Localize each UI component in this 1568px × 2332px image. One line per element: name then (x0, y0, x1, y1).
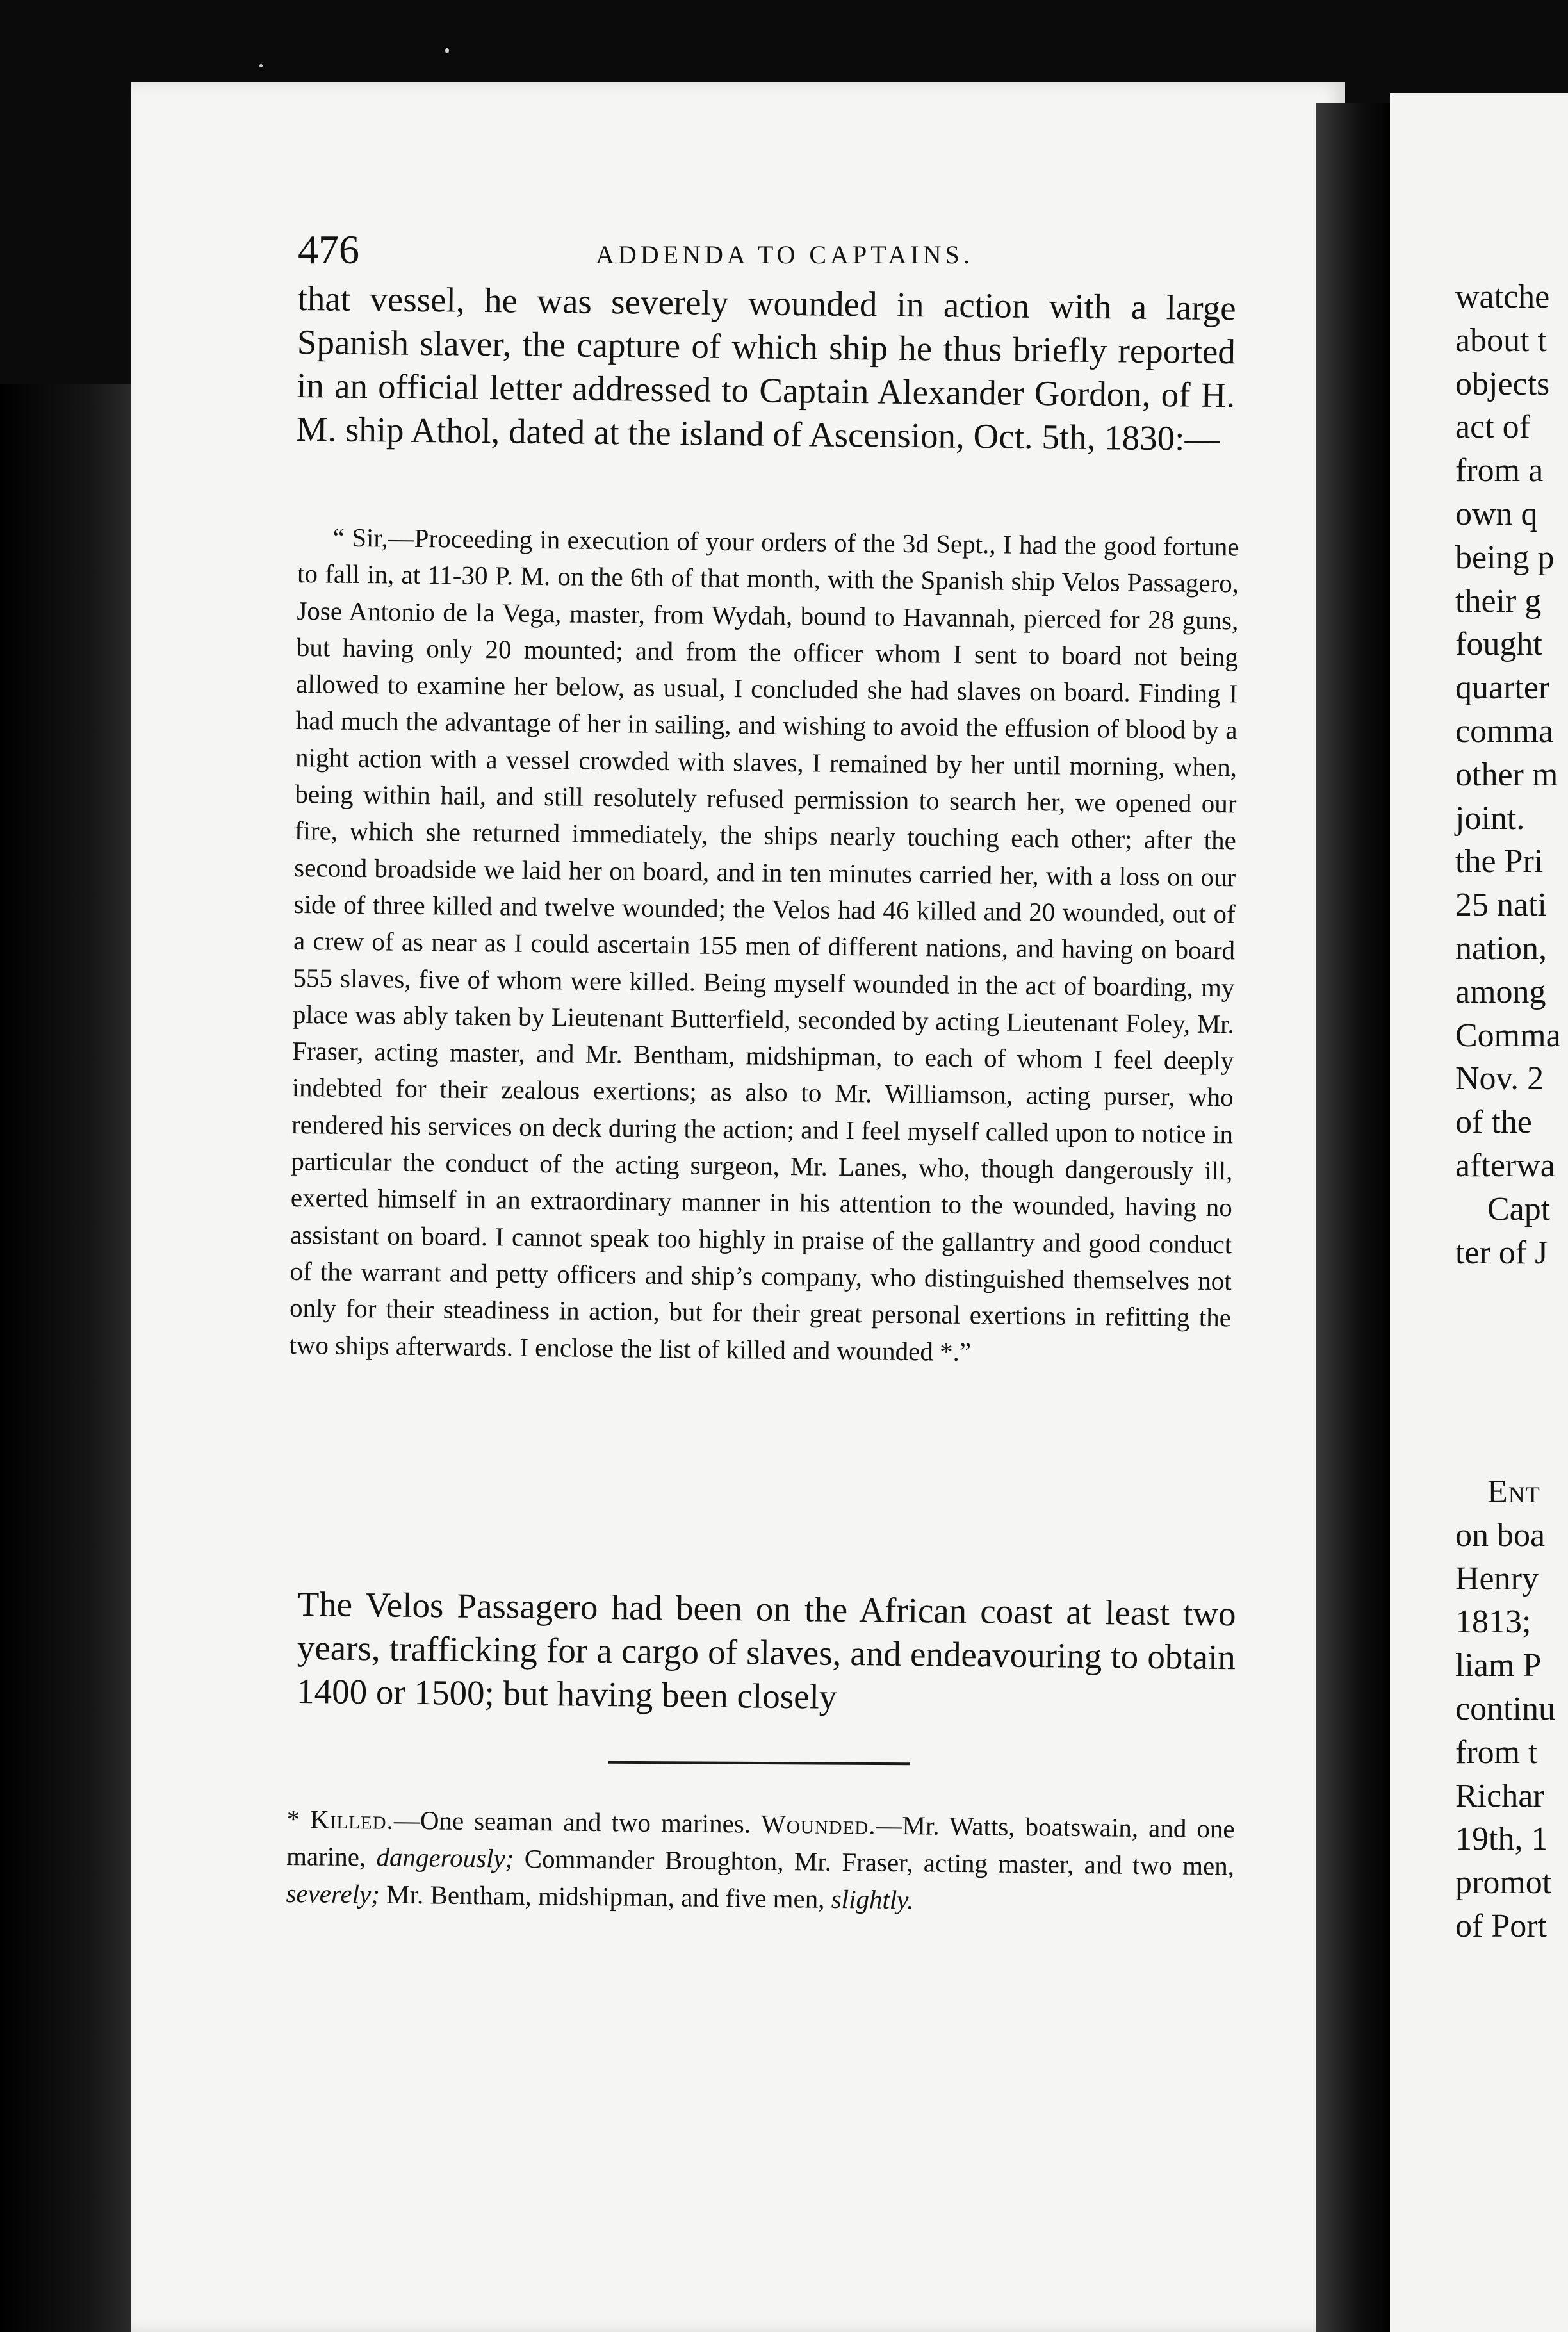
page-header (298, 221, 1246, 279)
footnote-wounded-label: Wounded. (760, 1809, 876, 1840)
right-fragment: ter of J (1455, 1234, 1548, 1271)
right-fragment: among (1455, 973, 1546, 1010)
right-fragment: quarter (1455, 669, 1550, 707)
footnote-severely: severely; (286, 1878, 380, 1909)
right-fragment: fought (1455, 626, 1542, 663)
opening-paragraph: that vessel, he was severely wounded in action with a large Spanish slaver, the capture of which ship he thus briefly reported in an official letter addressed to Captain Alexander Gordon, of H. M. ship Athol, dated at the island of Ascension, Oct. 5th, 1830:— (296, 278, 1236, 459)
right-fragment: Richar (1455, 1777, 1544, 1814)
scan-dark-edge (0, 384, 131, 2332)
right-fragment: 1813; (1455, 1604, 1531, 1641)
footnote-dangerously: dangerously; (376, 1842, 514, 1873)
right-fragment: afterwa (1455, 1147, 1555, 1184)
right-fragment: Comma (1455, 1017, 1561, 1054)
footnote-slightly: slightly. (831, 1884, 914, 1915)
right-page-text-fragments-lower (1455, 1470, 1568, 1948)
right-fragment: own q (1455, 495, 1538, 532)
right-fragment: comma (1455, 712, 1554, 750)
footnote-wounded-text-3: Mr. Bentham, midshipman, and five men, (379, 1879, 831, 1914)
right-fragment: 25 nati (1455, 887, 1547, 924)
footnote-wounded-text-2: Commander Broughton, Mr. Fraser, acting master, and two men, (514, 1843, 1235, 1881)
right-fragment: continu (1455, 1690, 1555, 1727)
scan-speck (259, 64, 263, 67)
right-fragment: objects (1455, 365, 1550, 402)
running-head: ADDENDA TO CAPTAINS. (596, 240, 974, 269)
right-fragment: the Pri (1455, 843, 1544, 880)
right-fragment: of the (1455, 1104, 1532, 1141)
right-fragment: Capt (1487, 1190, 1551, 1228)
page-number: 476 (298, 227, 359, 272)
right-fragment: Nov. 2 (1455, 1060, 1544, 1097)
footnote-wounded-text-1: —Mr. Watts, boatswain, and one marine, (286, 1810, 1235, 1872)
right-fragment: about t (1455, 322, 1547, 359)
right-fragment: nation, (1455, 930, 1547, 967)
footnote-killed-text: —One seaman and two marines. (393, 1805, 751, 1839)
right-fragment: from a (1455, 452, 1544, 489)
right-fragment: Ent (1487, 1474, 1540, 1510)
footnote-marker: * (286, 1803, 300, 1834)
book-gutter (1316, 103, 1393, 2332)
right-fragment: joint. (1455, 800, 1525, 837)
letter-quotation: “ Sir,—Proceeding in execution of your orders of the 3d Sept., I had the good fortune to fall in, at 11-30 P. M. on the 6th of that month, with the Spanish ship Velos Passagero, Jose Antonio de la Vega, master, from Wydah, bound to Havannah, pierced for 28 guns, but having only 20 mounted; and from the officer whom I sent to board not being allowed to examine her below, as usual, I concluded she had slaves on board. Finding I had much the advantage of her in sailing, and wishing to avoid the effusion of blood by a night action with a vessel crowded with slaves, I remained by her until morning, when, being within hail, and still resolutely refused permission to search her, we opened our fire, which she returned immediately, the ships nearly touching each other; after the second broadside we laid her on board, and in ten minutes carried her, with a loss on our side of three killed and twelve wounded; the Velos had 46 killed and 20 wounded, out of a crew of as near as I could ascertain 155 men of different nations, and having on board 555 slaves, five of whom were killed. Being myself wounded in the act of boarding, my place was ably taken by Lieutenant Butterfield, seconded by acting Lieutenant Foley, Mr. Fraser, acting master, and Mr. Bentham, midshipman, to each of whom I feel deeply indebted for their zealous exertions; as also to Mr. Williamson, acting purser, who rendered his services on deck during the action; and I feel myself called upon to notice in particular the conduct of the acting surgeon, Mr. Lanes, who, though dangerously ill, exerted himself in an extraordinary manner in his attention to the wounded, having no assistant on board. I cannot speak too highly in praise of the gallantry and good conduct of the warrant and petty officers and ship’s company, who distinguished themselves not only for their steadiness in action, but for their great personal exertions in refitting the two ships afterwards. I enclose the list of killed and wounded *.” (289, 522, 1239, 1367)
right-fragment: other m (1455, 756, 1558, 793)
right-fragment: their g (1455, 582, 1542, 620)
right-fragment: promot (1455, 1864, 1552, 1901)
right-fragment: on boa (1455, 1516, 1546, 1554)
right-page-text-fragments (1455, 275, 1568, 1274)
closing-paragraph: The Velos Passagero had been on the African coast at least two years, trafficking for a cargo of slaves, and endeavouring to obtain 1400 or 1500; but having been closely (296, 1584, 1236, 1716)
scan-speck (445, 48, 449, 53)
right-fragment: of Port (1455, 1907, 1547, 1944)
right-fragment: act of (1455, 409, 1530, 446)
right-fragment: 19th, 1 (1455, 1821, 1548, 1858)
footnote (286, 1800, 1235, 1921)
right-fragment: being p (1455, 539, 1555, 576)
right-fragment: liam P (1455, 1647, 1542, 1684)
footnote-killed-label: Killed. (310, 1804, 395, 1835)
right-fragment: watche (1455, 279, 1550, 315)
right-fragment: Henry (1455, 1560, 1539, 1597)
right-fragment: from t (1455, 1734, 1538, 1771)
